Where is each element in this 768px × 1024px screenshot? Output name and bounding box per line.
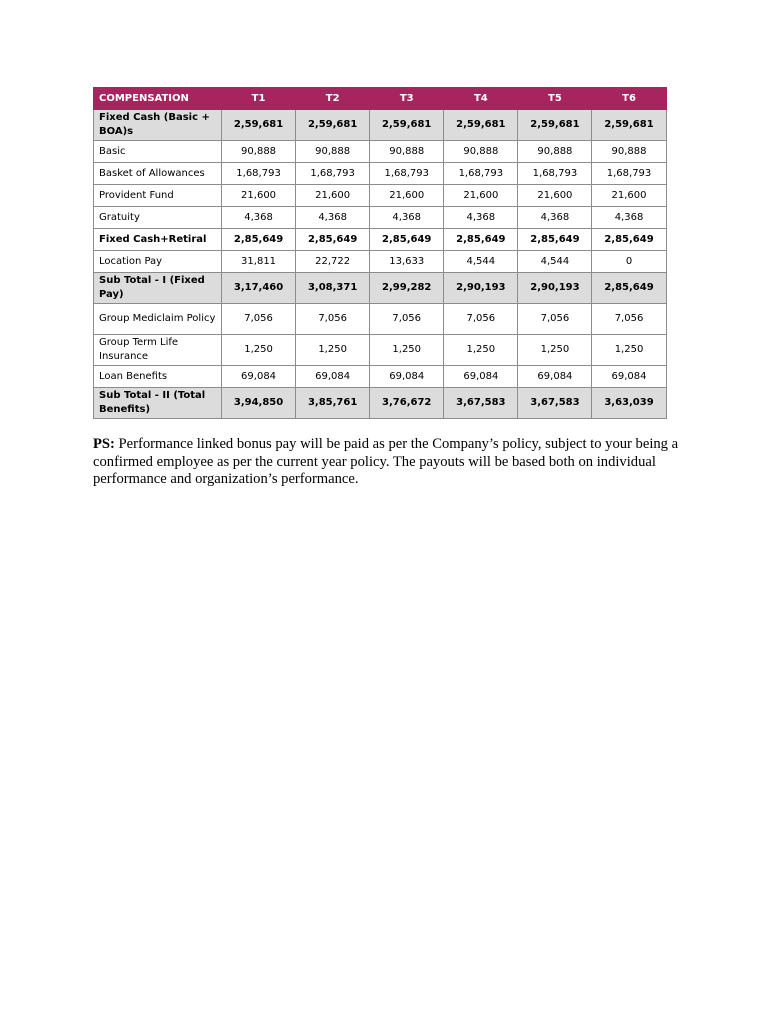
table-cell: 3,76,672 — [370, 388, 444, 419]
header-t2: T2 — [296, 88, 370, 110]
table-cell: 2,85,649 — [296, 229, 370, 251]
table-cell: 90,888 — [370, 141, 444, 163]
table-cell: 4,368 — [296, 207, 370, 229]
table-cell: 3,17,460 — [222, 273, 296, 304]
table-cell: 2,59,681 — [444, 110, 518, 141]
table-row — [94, 251, 667, 273]
table-cell: 2,85,649 — [518, 229, 592, 251]
table-cell: 1,250 — [592, 335, 666, 366]
table-cell: 21,600 — [518, 185, 592, 207]
row-label: Loan Benefits — [94, 366, 222, 388]
table-cell: 4,544 — [518, 251, 592, 273]
table-row — [94, 388, 667, 419]
row-label: Sub Total - I (Fixed Pay) — [94, 273, 222, 304]
table-header-row — [94, 88, 667, 110]
table-cell: 1,68,793 — [592, 163, 666, 185]
table-cell: 2,59,681 — [518, 110, 592, 141]
table-cell: 7,056 — [592, 304, 666, 335]
row-label: Fixed Cash (Basic + BOA)s — [94, 110, 222, 141]
ps-note — [93, 436, 683, 489]
header-t5: T5 — [518, 88, 592, 110]
table-cell: 7,056 — [296, 304, 370, 335]
row-label: Basic — [94, 141, 222, 163]
table-cell: 3,85,761 — [296, 388, 370, 419]
table-cell: 2,59,681 — [222, 110, 296, 141]
row-label: Provident Fund — [94, 185, 222, 207]
header-t4: T4 — [444, 88, 518, 110]
table-cell: 69,084 — [296, 366, 370, 388]
table-cell: 90,888 — [444, 141, 518, 163]
ps-label: PS: — [93, 436, 115, 452]
table-cell: 2,59,681 — [592, 110, 666, 141]
table-cell: 4,368 — [222, 207, 296, 229]
row-label: Basket of Allowances — [94, 163, 222, 185]
header-t6: T6 — [592, 88, 666, 110]
table-row — [94, 110, 667, 141]
table-cell: 69,084 — [222, 366, 296, 388]
table-cell: 3,94,850 — [222, 388, 296, 419]
row-label: Sub Total - II (Total Benefits) — [94, 388, 222, 419]
table-cell: 1,68,793 — [370, 163, 444, 185]
table-cell: 4,544 — [444, 251, 518, 273]
table-cell: 0 — [592, 251, 666, 273]
table-cell: 7,056 — [518, 304, 592, 335]
table-cell: 1,250 — [296, 335, 370, 366]
table-cell: 1,250 — [222, 335, 296, 366]
table-cell: 2,85,649 — [592, 229, 666, 251]
table-cell: 1,68,793 — [296, 163, 370, 185]
table-row — [94, 273, 667, 304]
table-cell: 1,68,793 — [222, 163, 296, 185]
table-cell: 90,888 — [592, 141, 666, 163]
table-cell: 2,59,681 — [296, 110, 370, 141]
table-cell: 69,084 — [592, 366, 666, 388]
row-label: Location Pay — [94, 251, 222, 273]
table-row — [94, 185, 667, 207]
table-cell: 69,084 — [518, 366, 592, 388]
table-cell: 7,056 — [370, 304, 444, 335]
table-cell: 3,08,371 — [296, 273, 370, 304]
table-cell: 2,90,193 — [444, 273, 518, 304]
table-cell: 90,888 — [222, 141, 296, 163]
table-cell: 13,633 — [370, 251, 444, 273]
row-label: Fixed Cash+Retiral — [94, 229, 222, 251]
table-cell: 2,85,649 — [222, 229, 296, 251]
table-cell: 3,67,583 — [444, 388, 518, 419]
table-cell: 90,888 — [296, 141, 370, 163]
table-cell: 2,59,681 — [370, 110, 444, 141]
table-cell: 21,600 — [370, 185, 444, 207]
table-cell: 2,85,649 — [370, 229, 444, 251]
table-cell: 90,888 — [518, 141, 592, 163]
table-cell: 21,600 — [222, 185, 296, 207]
table-cell: 69,084 — [370, 366, 444, 388]
table-cell: 69,084 — [444, 366, 518, 388]
compensation-table — [93, 87, 667, 419]
header-t1: T1 — [222, 88, 296, 110]
table-cell: 2,85,649 — [592, 273, 666, 304]
row-label: Group Term Life Insurance — [94, 335, 222, 366]
table-row — [94, 304, 667, 335]
table-row — [94, 141, 667, 163]
table-row — [94, 207, 667, 229]
table-row — [94, 335, 667, 366]
table-cell: 1,68,793 — [518, 163, 592, 185]
table-cell: 1,68,793 — [444, 163, 518, 185]
table-cell: 3,63,039 — [592, 388, 666, 419]
table-row — [94, 163, 667, 185]
header-compensation: COMPENSATION — [94, 88, 222, 110]
table-cell: 4,368 — [592, 207, 666, 229]
table-cell: 22,722 — [296, 251, 370, 273]
table-cell: 1,250 — [370, 335, 444, 366]
table-cell: 2,90,193 — [518, 273, 592, 304]
table-cell: 21,600 — [444, 185, 518, 207]
row-label: Gratuity — [94, 207, 222, 229]
table-cell: 4,368 — [518, 207, 592, 229]
row-label: Group Mediclaim Policy — [94, 304, 222, 335]
table-cell: 1,250 — [444, 335, 518, 366]
table-cell: 4,368 — [444, 207, 518, 229]
table-cell: 31,811 — [222, 251, 296, 273]
table-cell: 4,368 — [370, 207, 444, 229]
table-row — [94, 229, 667, 251]
table-cell: 3,67,583 — [518, 388, 592, 419]
table-cell: 2,85,649 — [444, 229, 518, 251]
table-cell: 21,600 — [592, 185, 666, 207]
table-cell: 1,250 — [518, 335, 592, 366]
table-cell: 7,056 — [222, 304, 296, 335]
header-t3: T3 — [370, 88, 444, 110]
ps-text: Performance linked bonus pay will be paid as per the Company’s policy, subject to your being a confirmed employee as per the current year policy. The payouts will be based both on individual performance and organization’s performance. — [93, 436, 679, 487]
table-cell: 7,056 — [444, 304, 518, 335]
table-row — [94, 366, 667, 388]
table-cell: 2,99,282 — [370, 273, 444, 304]
table-cell: 21,600 — [296, 185, 370, 207]
